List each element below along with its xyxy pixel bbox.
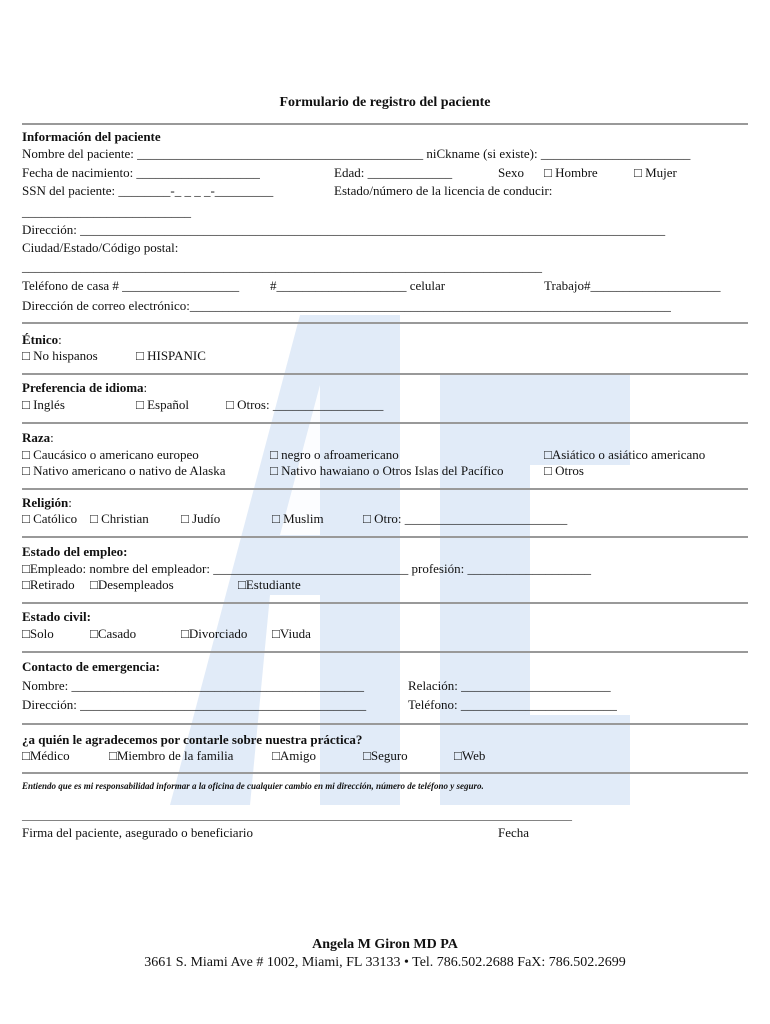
ethnic-non-hispanic-checkbox[interactable]: □ No hispanos <box>22 348 98 363</box>
referral-family-checkbox[interactable]: □Miembro de la familia <box>109 748 234 763</box>
email-field[interactable]: Dirección de correo electrónico:__________________________________________________________________________ <box>22 298 671 313</box>
referral-insurance-checkbox[interactable]: □Seguro <box>363 748 408 763</box>
divider <box>22 322 748 324</box>
ssn-field[interactable]: SSN del paciente: ________-_ _ _ _-_________ <box>22 183 274 198</box>
signature-field[interactable]: ____________________________________________________________________________________________________ <box>22 810 572 822</box>
religion-heading: Religión: <box>22 495 72 510</box>
employment-heading: Estado del empleo: <box>22 544 128 559</box>
referral-friend-checkbox[interactable]: □Amigo <box>272 748 316 763</box>
language-heading: Preferencia de idioma: <box>22 380 148 395</box>
marital-married-checkbox[interactable]: □Casado <box>90 626 137 641</box>
sex-female-checkbox[interactable]: □ Mujer <box>634 165 677 180</box>
language-english-checkbox[interactable]: □ Inglés <box>22 397 65 412</box>
ethnic-hispanic-checkbox[interactable]: □ HISPANIC <box>136 348 206 363</box>
sex-label: Sexo <box>498 165 524 180</box>
religion-muslim-checkbox[interactable]: □ Muslim <box>272 511 324 526</box>
form-title: Formulario de registro del paciente <box>279 95 491 110</box>
divider <box>22 422 748 424</box>
date-label: Fecha <box>498 825 530 840</box>
divider <box>22 123 748 125</box>
language-other-checkbox[interactable]: □ Otros: _________________ <box>226 397 384 412</box>
work-phone-field[interactable]: Trabajo#____________________ <box>544 278 721 293</box>
divider <box>22 772 748 774</box>
student-checkbox[interactable]: □Estudiante <box>238 577 301 592</box>
referral-web-checkbox[interactable]: □Web <box>454 748 486 763</box>
emergency-phone-field[interactable]: Teléfono: ________________________ <box>408 697 617 712</box>
referral-heading: ¿a quién le agradecemos por contarle sobre nuestra práctica? <box>22 732 363 747</box>
race-native-american-checkbox[interactable]: □ Nativo americano o nativo de Alaska <box>22 463 226 478</box>
emergency-address-field[interactable]: Dirección: ____________________________________________ <box>22 697 367 712</box>
divider <box>22 488 748 490</box>
age-field[interactable]: Edad: _____________ <box>334 165 453 180</box>
race-heading: Raza: <box>22 430 54 445</box>
employed-checkbox[interactable]: □Empleado: nombre del empleador: ______________________________ profesión: ___________________ <box>22 561 591 576</box>
religion-catholic-checkbox[interactable]: □ Católico <box>22 511 78 526</box>
religion-other-checkbox[interactable]: □ Otro: _________________________ <box>363 511 568 526</box>
address-field[interactable]: Dirección: __________________________________________________________________________________________ <box>22 222 666 237</box>
signature-label: Firma del paciente, asegurado o beneficiario <box>22 825 254 840</box>
sex-male-checkbox[interactable]: □ Hombre <box>544 165 598 180</box>
race-pacific-islander-checkbox[interactable]: □ Nativo hawaiano o Otros Islas del Pacífico <box>270 463 504 478</box>
divider <box>22 536 748 538</box>
marital-single-checkbox[interactable]: □Solo <box>22 626 54 641</box>
patient-name-field[interactable]: Nombre del paciente: ____________________________________________ niCkname (si existe): _______________________ <box>22 146 691 161</box>
marital-divorced-checkbox[interactable]: □Divorciado <box>181 626 248 641</box>
race-asian-checkbox[interactable]: □Asiático o asiático americano <box>544 447 706 462</box>
emergency-heading: Contacto de emergencia: <box>22 659 160 674</box>
marital-widowed-checkbox[interactable]: □Viuda <box>272 626 311 641</box>
footer-address: 3661 S. Miami Ave # 1002, Miami, FL 33133 • Tel. 786.502.2688 FaX: 786.502.2699 <box>144 955 626 970</box>
religion-jewish-checkbox[interactable]: □ Judío <box>181 511 221 526</box>
divider <box>22 373 748 375</box>
home-phone-field[interactable]: Teléfono de casa # __________________ <box>22 278 240 293</box>
religion-christian-checkbox[interactable]: □ Christian <box>90 511 149 526</box>
race-other-checkbox[interactable]: □ Otros <box>544 463 584 478</box>
race-black-checkbox[interactable]: □ negro o afroamericano <box>270 447 399 462</box>
license-label: Estado/número de la licencia de conducir: <box>334 183 553 198</box>
divider <box>22 723 748 725</box>
divider <box>22 602 748 604</box>
marital-heading: Estado civil: <box>22 609 91 624</box>
city-field[interactable]: ________________________________________________________________________________ <box>22 259 542 274</box>
responsibility-note: Entiendo que es mi responsabilidad informar a la oficina de cualquier cambio en mi dirección, número de teléfono y seguro. <box>22 781 484 791</box>
license-field[interactable]: __________________________ <box>22 204 191 219</box>
language-spanish-checkbox[interactable]: □ Español <box>136 397 189 412</box>
divider <box>22 651 748 653</box>
footer-practice-name: Angela M Giron MD PA <box>312 937 458 952</box>
dob-field[interactable]: Fecha de nacimiento: ___________________ <box>22 165 260 180</box>
ethnic-heading: Étnico: <box>22 332 62 347</box>
emergency-relation-field[interactable]: Relación: _______________________ <box>408 678 611 693</box>
unemployed-checkbox[interactable]: □Desempleados <box>90 577 174 592</box>
race-caucasian-checkbox[interactable]: □ Caucásico o americano europeo <box>22 447 199 462</box>
emergency-name-field[interactable]: Nombre: _____________________________________________ <box>22 678 364 693</box>
city-label: Ciudad/Estado/Código postal: <box>22 240 179 255</box>
referral-doctor-checkbox[interactable]: □Médico <box>22 748 70 763</box>
patient-info-heading: Información del paciente <box>22 129 161 144</box>
retired-checkbox[interactable]: □Retirado <box>22 577 75 592</box>
cell-phone-field[interactable]: #____________________ celular <box>270 278 446 293</box>
